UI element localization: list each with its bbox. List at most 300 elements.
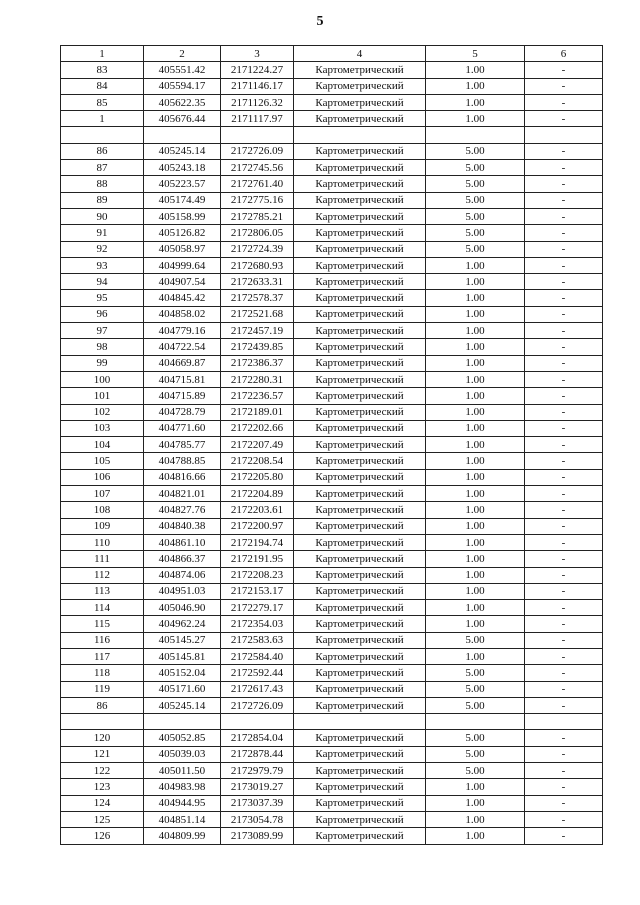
table-row [61, 469, 603, 485]
table-cell: Картометрический [294, 763, 426, 779]
table-cell: 2172854.04 [221, 730, 294, 746]
table-cell: 5.00 [426, 730, 525, 746]
table-row [61, 437, 603, 453]
table-cell [61, 714, 144, 730]
table-cell: Картометрический [294, 323, 426, 339]
table-cell: 2172521.68 [221, 306, 294, 322]
table-cell: 5.00 [426, 763, 525, 779]
table-cell: 105 [61, 453, 144, 469]
table-cell: - [525, 160, 603, 176]
table-row [61, 160, 603, 176]
table-cell: Картометрический [294, 453, 426, 469]
table-cell: - [525, 176, 603, 192]
table-row [61, 241, 603, 257]
table-cell: - [525, 534, 603, 550]
table-cell: 2172202.66 [221, 420, 294, 436]
table-cell: Картометрический [294, 176, 426, 192]
table-cell: 404866.37 [144, 551, 221, 567]
table-cell: 404907.54 [144, 274, 221, 290]
table-cell: 5.00 [426, 665, 525, 681]
table-cell: Картометрический [294, 583, 426, 599]
table-cell: 1.00 [426, 828, 525, 844]
table-cell: 2172726.09 [221, 143, 294, 159]
table-cell: - [525, 811, 603, 827]
table-cell: 405046.90 [144, 600, 221, 616]
table-row [61, 143, 603, 159]
table-cell: 1.00 [426, 648, 525, 664]
table-row [61, 567, 603, 583]
table-cell: 1.00 [426, 257, 525, 273]
table-cell: 405058.97 [144, 241, 221, 257]
table-cell: Картометрический [294, 208, 426, 224]
table-cell: 404771.60 [144, 420, 221, 436]
table-row [61, 583, 603, 599]
table-cell: 1.00 [426, 111, 525, 127]
table-cell: 404827.76 [144, 502, 221, 518]
table-cell: Картометрический [294, 355, 426, 371]
table-row [61, 404, 603, 420]
table-cell: 2172280.31 [221, 371, 294, 387]
table-row [61, 486, 603, 502]
table-cell: 404785.77 [144, 437, 221, 453]
table-cell: - [525, 225, 603, 241]
table-row [61, 665, 603, 681]
table-row [61, 714, 603, 730]
table-cell: 2172153.17 [221, 583, 294, 599]
table-cell [294, 127, 426, 143]
column-header: 6 [525, 46, 603, 62]
table-cell: 404715.81 [144, 371, 221, 387]
table-cell: - [525, 208, 603, 224]
table-cell: Картометрический [294, 160, 426, 176]
table-cell: 97 [61, 323, 144, 339]
table-row [61, 62, 603, 78]
table-cell: Картометрический [294, 371, 426, 387]
table-cell: 87 [61, 160, 144, 176]
table-cell: 405223.57 [144, 176, 221, 192]
table-cell: 5.00 [426, 697, 525, 713]
table-cell: 405594.17 [144, 78, 221, 94]
table-cell: 126 [61, 828, 144, 844]
table-cell: 2171117.97 [221, 111, 294, 127]
table-cell: 405052.85 [144, 730, 221, 746]
table-row [61, 518, 603, 534]
table-cell [525, 127, 603, 143]
table-cell: 1.00 [426, 551, 525, 567]
table-cell: - [525, 795, 603, 811]
table-cell [426, 127, 525, 143]
table-cell: Картометрический [294, 143, 426, 159]
table-cell: 2172200.97 [221, 518, 294, 534]
table-cell: 102 [61, 404, 144, 420]
table-cell: - [525, 290, 603, 306]
table-body [61, 62, 603, 844]
table-cell: Картометрический [294, 404, 426, 420]
table-row [61, 192, 603, 208]
table-row [61, 681, 603, 697]
table-cell: 1.00 [426, 437, 525, 453]
table-cell: 2172761.40 [221, 176, 294, 192]
table-cell: 404951.03 [144, 583, 221, 599]
table-cell: 98 [61, 339, 144, 355]
table-row [61, 763, 603, 779]
table-cell: - [525, 779, 603, 795]
table-cell: - [525, 518, 603, 534]
table-cell: - [525, 681, 603, 697]
table-cell: 5.00 [426, 143, 525, 159]
table-cell: 2172578.37 [221, 290, 294, 306]
table-cell: 5.00 [426, 746, 525, 762]
table-cell [61, 127, 144, 143]
table-cell: 1.00 [426, 486, 525, 502]
table-cell: 120 [61, 730, 144, 746]
table-cell: 2172979.79 [221, 763, 294, 779]
table-cell: 404816.66 [144, 469, 221, 485]
column-header: 4 [294, 46, 426, 62]
table-cell: Картометрический [294, 62, 426, 78]
table-row [61, 730, 603, 746]
table-row [61, 388, 603, 404]
table-cell: - [525, 111, 603, 127]
table-cell: - [525, 828, 603, 844]
table-cell: 2173089.99 [221, 828, 294, 844]
table-row [61, 208, 603, 224]
table-cell: 94 [61, 274, 144, 290]
table-row [61, 290, 603, 306]
table-cell: - [525, 94, 603, 110]
table-cell: - [525, 600, 603, 616]
table-cell: 404722.54 [144, 339, 221, 355]
table-cell: 107 [61, 486, 144, 502]
table-cell: Картометрический [294, 94, 426, 110]
table-cell: 1.00 [426, 453, 525, 469]
table-cell [221, 127, 294, 143]
table-cell: 110 [61, 534, 144, 550]
table-cell: Картометрический [294, 600, 426, 616]
table-cell: 2172189.01 [221, 404, 294, 420]
table-cell: 108 [61, 502, 144, 518]
table-cell: - [525, 551, 603, 567]
table-cell: 91 [61, 225, 144, 241]
table-cell: 404821.01 [144, 486, 221, 502]
table-cell [426, 714, 525, 730]
table-cell: - [525, 274, 603, 290]
table-cell: - [525, 355, 603, 371]
table-cell: - [525, 78, 603, 94]
table-cell: 1.00 [426, 274, 525, 290]
table-cell: Картометрический [294, 534, 426, 550]
table-cell: Картометрический [294, 78, 426, 94]
table-cell: 114 [61, 600, 144, 616]
table-cell: 2172775.16 [221, 192, 294, 208]
table-cell: - [525, 323, 603, 339]
table-row [61, 225, 603, 241]
table-cell: 2173037.39 [221, 795, 294, 811]
table-row [61, 600, 603, 616]
table-cell: - [525, 388, 603, 404]
table-cell: Картометрический [294, 746, 426, 762]
table-cell: 1.00 [426, 811, 525, 827]
table-cell: 100 [61, 371, 144, 387]
table-cell: 2172236.57 [221, 388, 294, 404]
table-row [61, 257, 603, 273]
table-cell: - [525, 567, 603, 583]
table-row [61, 746, 603, 762]
table-cell: 404874.06 [144, 567, 221, 583]
table-cell: - [525, 453, 603, 469]
table-cell: - [525, 306, 603, 322]
table-cell: 5.00 [426, 681, 525, 697]
table-cell: 84 [61, 78, 144, 94]
table-cell: 1 [61, 111, 144, 127]
table-cell: - [525, 763, 603, 779]
table-cell: - [525, 143, 603, 159]
table-cell: 86 [61, 143, 144, 159]
table-cell: 104 [61, 437, 144, 453]
table-row [61, 811, 603, 827]
table-cell: 405245.14 [144, 697, 221, 713]
table-cell: 1.00 [426, 94, 525, 110]
table-cell: 92 [61, 241, 144, 257]
table-cell: - [525, 665, 603, 681]
table-row [61, 94, 603, 110]
table-cell: 1.00 [426, 339, 525, 355]
table-cell: 405243.18 [144, 160, 221, 176]
table-cell: 2172191.95 [221, 551, 294, 567]
table-cell: 96 [61, 306, 144, 322]
table-cell: 2172208.54 [221, 453, 294, 469]
table-cell: 2172203.61 [221, 502, 294, 518]
table-row [61, 111, 603, 127]
table-cell: 83 [61, 62, 144, 78]
table-cell: Картометрический [294, 632, 426, 648]
table-cell: 88 [61, 176, 144, 192]
table-cell: 404861.10 [144, 534, 221, 550]
table-cell: Картометрический [294, 469, 426, 485]
table-cell: 1.00 [426, 290, 525, 306]
table-cell: - [525, 404, 603, 420]
table-cell [221, 714, 294, 730]
table-row [61, 632, 603, 648]
table-cell: Картометрический [294, 111, 426, 127]
table-cell: Картометрический [294, 697, 426, 713]
table-cell: 405622.35 [144, 94, 221, 110]
table-cell: 405171.60 [144, 681, 221, 697]
table-cell: 404845.42 [144, 290, 221, 306]
table-row [61, 339, 603, 355]
table-cell: 1.00 [426, 583, 525, 599]
table-cell: 1.00 [426, 469, 525, 485]
table-cell: 90 [61, 208, 144, 224]
table-cell: 2172194.74 [221, 534, 294, 550]
table-cell: - [525, 241, 603, 257]
table-cell: 5.00 [426, 192, 525, 208]
table-cell: - [525, 746, 603, 762]
table-cell: 404728.79 [144, 404, 221, 420]
table-cell: 5.00 [426, 160, 525, 176]
table-cell: Картометрический [294, 648, 426, 664]
table-cell: 405158.99 [144, 208, 221, 224]
table-cell: 405145.27 [144, 632, 221, 648]
table-cell: - [525, 583, 603, 599]
table-cell: 5.00 [426, 241, 525, 257]
table-cell: 5.00 [426, 225, 525, 241]
table-cell: 2172745.56 [221, 160, 294, 176]
table-cell: 2172724.39 [221, 241, 294, 257]
table-cell: 1.00 [426, 567, 525, 583]
table-cell: 95 [61, 290, 144, 306]
table-cell: - [525, 257, 603, 273]
table-cell: - [525, 339, 603, 355]
table-cell: 404809.99 [144, 828, 221, 844]
table-cell: 405145.81 [144, 648, 221, 664]
table-cell: 404962.24 [144, 616, 221, 632]
table-cell: Картометрический [294, 795, 426, 811]
table-cell: 405039.03 [144, 746, 221, 762]
table-cell: 89 [61, 192, 144, 208]
table-row [61, 355, 603, 371]
table-cell: 404858.02 [144, 306, 221, 322]
table-cell: 404944.95 [144, 795, 221, 811]
table-cell: 2172592.44 [221, 665, 294, 681]
table-cell: 405126.82 [144, 225, 221, 241]
table-cell: - [525, 697, 603, 713]
table-cell: 101 [61, 388, 144, 404]
table-cell: - [525, 632, 603, 648]
table-cell: 1.00 [426, 502, 525, 518]
table-cell: 2171146.17 [221, 78, 294, 94]
column-header: 3 [221, 46, 294, 62]
table-cell: 404788.85 [144, 453, 221, 469]
table-cell: 2172878.44 [221, 746, 294, 762]
table-cell: - [525, 648, 603, 664]
table-cell: 2172386.37 [221, 355, 294, 371]
table-row [61, 453, 603, 469]
table-row [61, 306, 603, 322]
table-cell: 1.00 [426, 62, 525, 78]
table-cell: 1.00 [426, 78, 525, 94]
table-cell: 404999.64 [144, 257, 221, 273]
table-row [61, 616, 603, 632]
table-cell: 2172680.93 [221, 257, 294, 273]
table-cell: 2172204.89 [221, 486, 294, 502]
table-cell: 405152.04 [144, 665, 221, 681]
table-cell: 2171224.27 [221, 62, 294, 78]
table-cell: 2172806.05 [221, 225, 294, 241]
table-cell: 106 [61, 469, 144, 485]
table-cell: 404669.87 [144, 355, 221, 371]
table-cell [294, 714, 426, 730]
table-cell: - [525, 616, 603, 632]
table-cell: 1.00 [426, 355, 525, 371]
table-cell: - [525, 420, 603, 436]
page-number: 5 [316, 14, 324, 29]
table-cell: 117 [61, 648, 144, 664]
table-cell: Картометрический [294, 274, 426, 290]
table-cell: Картометрический [294, 225, 426, 241]
table-cell: 121 [61, 746, 144, 762]
table-cell: 404983.98 [144, 779, 221, 795]
table-cell: 404779.16 [144, 323, 221, 339]
table-cell: 93 [61, 257, 144, 273]
column-header: 5 [426, 46, 525, 62]
table-row [61, 78, 603, 94]
table-cell: Картометрический [294, 437, 426, 453]
table-cell: Картометрический [294, 518, 426, 534]
table-cell: Картометрический [294, 192, 426, 208]
table-cell: 404840.38 [144, 518, 221, 534]
table-row [61, 502, 603, 518]
table-cell: 119 [61, 681, 144, 697]
table-row [61, 534, 603, 550]
table-cell: 1.00 [426, 534, 525, 550]
table-cell: 1.00 [426, 420, 525, 436]
table-cell: - [525, 730, 603, 746]
table-row [61, 551, 603, 567]
table-cell: 2173054.78 [221, 811, 294, 827]
table-cell: Картометрический [294, 616, 426, 632]
table-cell: 2172583.63 [221, 632, 294, 648]
table-row [61, 127, 603, 143]
table-cell: Картометрический [294, 730, 426, 746]
table-cell: 404851.14 [144, 811, 221, 827]
table-row [61, 779, 603, 795]
table-cell: Картометрический [294, 779, 426, 795]
table-cell: 5.00 [426, 632, 525, 648]
table-cell: - [525, 502, 603, 518]
table-cell: 5.00 [426, 176, 525, 192]
table-cell: 5.00 [426, 208, 525, 224]
table-row [61, 795, 603, 811]
table-cell: Картометрический [294, 257, 426, 273]
table-row [61, 697, 603, 713]
table-cell: Картометрический [294, 567, 426, 583]
table-row [61, 420, 603, 436]
table-cell: 124 [61, 795, 144, 811]
table-cell: 2172208.23 [221, 567, 294, 583]
table-cell: 112 [61, 567, 144, 583]
table-row [61, 176, 603, 192]
table-cell: 103 [61, 420, 144, 436]
column-header: 1 [61, 46, 144, 62]
table-cell: 2172457.19 [221, 323, 294, 339]
table-cell: 109 [61, 518, 144, 534]
table-cell: - [525, 371, 603, 387]
table-cell: 2172279.17 [221, 600, 294, 616]
table-cell: 2171126.32 [221, 94, 294, 110]
table-cell: Картометрический [294, 665, 426, 681]
table-cell: - [525, 192, 603, 208]
table-cell: Картометрический [294, 486, 426, 502]
column-header: 2 [144, 46, 221, 62]
table-row [61, 274, 603, 290]
coordinates-table [60, 45, 603, 845]
table-header-row [61, 46, 603, 62]
table-cell: 1.00 [426, 388, 525, 404]
table-cell: Картометрический [294, 306, 426, 322]
table-cell: 1.00 [426, 323, 525, 339]
table-cell: - [525, 62, 603, 78]
table-cell: 2172205.80 [221, 469, 294, 485]
table-cell: 125 [61, 811, 144, 827]
table-cell: 2172785.21 [221, 208, 294, 224]
table-cell: 2172617.43 [221, 681, 294, 697]
table-cell: 405011.50 [144, 763, 221, 779]
table-cell [144, 127, 221, 143]
table-row [61, 648, 603, 664]
table-cell: 1.00 [426, 600, 525, 616]
table-cell: 1.00 [426, 306, 525, 322]
